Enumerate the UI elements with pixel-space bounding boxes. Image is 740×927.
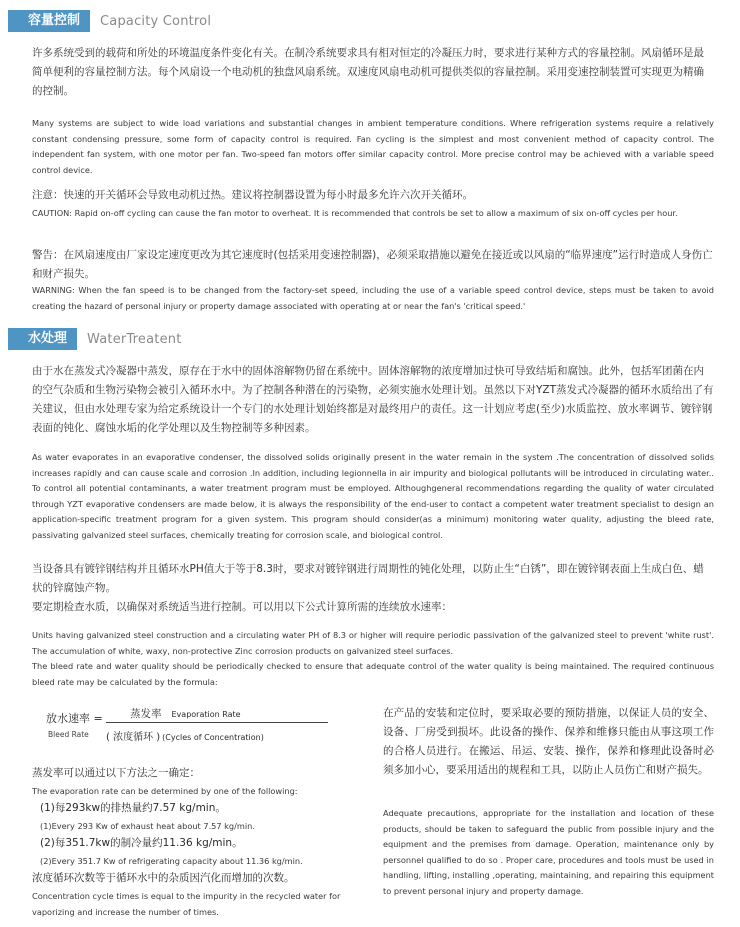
capacity-intro-en: Many systems are subject to wide load variations and substantial changes in ambient temperature conditions. Where refrigeration systems require a relatively constant condensing pressure, some form of capacity control is required. Fan cycling is the simplest and most convenient method of capacity control. The independent fan system, with one motor per fan. Two-speed fan motors offer similar capacity control. More precise control may be achieved with a variable speed control device.: [32, 118, 714, 175]
evap-item-1-zh: (1)每293kw的排热量约7.57 kg/min。: [40, 802, 226, 814]
galv-zh-2: 要定期检查水质，以确保对系统适当进行控制。可以用以下公式计算所需的连续放水速率：: [32, 601, 452, 613]
installation-column-en: [383, 806, 714, 899]
caution-zh: 注意：快速的开关循环会导致电动机过热。建议将控制器设置为每小时最多允许六次开关循环。: [32, 189, 473, 201]
galv-en-2: The bleed rate and water quality should be periodically checked to ensure that adequate control of the water quality is being maintained. The required continuous bleed rate may be calculated by the formula:: [32, 661, 714, 687]
capacity-title-en: Capacity Control: [100, 13, 212, 29]
evap-head-en: The evaporation rate can be determined by one of the following:: [32, 786, 298, 796]
formula-lhs-en: Bleed Rate: [48, 730, 89, 739]
fraction-bar: [106, 722, 328, 723]
water-title-en: WaterTreatent: [87, 331, 182, 347]
formula-denominator: [106, 728, 264, 743]
evap-item-1-en: (1)Every 293 Kw of exhaust heat about 7.57 kg/min.: [40, 821, 255, 831]
bleed-rate-formula: [46, 706, 346, 752]
evap-item-2-en: (2)Every 351.7 Kw of refrigerating capacity about 11.36 kg/min.: [40, 856, 303, 866]
galv-zh: 当设备具有镀锌钢结构并且循环水PH值大于等于8.3时，要求对镀锌钢进行周期性的钝化处理，以防止生“白锈”，即在镀锌钢表面上生成白色、蜡状的锌腐蚀产物。: [32, 563, 704, 594]
formula-den-en: (Cycles of Concentration): [162, 733, 264, 742]
cycle-en: Concentration cycle times is equal to the impurity in the recycled water for vaporizing and increase the number of times.: [32, 891, 341, 917]
install-en: Adequate precautions, appropriate for the installation and location of these products, should be taken to safeguard the public from possible injury and the equipment and the premises from damage. Operation, maintenance only by personnel qualified to do so . Proper care, procedures and tools must be used in handling, lifting, installing ,operating, maintaining, and repairing this equipment to prevent personal injury and property damage.: [383, 808, 714, 896]
water-header: [8, 328, 182, 350]
warning-en: WARNING: When the fan speed is to be changed from the factory-set speed, including the use of a variable speed control device, steps must be taken to avoid creating the hazard of personal injury or property damage associated with operating at or near the fan's 'critical speed.': [32, 285, 714, 311]
install-zh: 在产品的安装和定位时，要采取必要的预防措施，以保证人员的安全、设备、厂房受到损坏。此设备的操作、保养和维修只能由从事这项工作的合格人员进行。在搬运、吊运、安装、操作，保养和修理此设备时必须多加小心，要采用适出的规程和工具，以防止人员伤亡和财产损失。: [383, 707, 714, 776]
formula-lhs-zh: 放水速率 =: [46, 712, 103, 725]
formula-den-zh: ( 浓度循环 ): [106, 732, 161, 743]
galv-en: Units having galvanized steel construction and a circulating water PH of 8.3 or higher will require periodic passivation of the galvanized steel to prevent 'white rust'. The accumulation of white, waxy, non-protective Zinc corrosion products on galvanized steel surfaces.: [32, 630, 714, 656]
capacity-title-zh: 容量控制: [8, 10, 90, 32]
warning-zh: 警告：在风扇速度由厂家设定速度更改为其它速度时(包括采用变速控制器)，必须采取措施以避免在接近或以风扇的“临界速度”运行时造成人身伤亡和财产损失。: [32, 249, 713, 280]
formula-numerator: [130, 706, 241, 721]
evap-item-2-zh: (2)每351.7kw的制冷量约11.36 kg/min。: [40, 837, 243, 849]
water-intro-en: As water evaporates in an evaporative condenser, the dissolved solids originally present in the water remain in the system .The concentration of dissolved solids increases rapidly and can cause scale and corrosion .In addition, including legionnella in air impurity and biological pollutants will be introduced in circulating water.. To control all potential contaminants, a water treatment program must be employed. Althoughgeneral recommendations regarding the quality of water circulated through YZT evaporative condensers are made below, it is always the responsibility of the end-user to contact a competent water treatment specialist to design an application-specific treatment program for a given system. This program should consider(as a minimum) monitoring water quality, adjusting the bleed rate, passivating galvanized steel surfaces, chemically treating for corrosion scale, and biological control.: [32, 452, 714, 540]
capacity-intro-zh: 许多系统受到的载荷和所处的环境温度条件变化有关。在制冷系统要求具有相对恒定的冷凝压力时，要求进行某种方式的容量控制。风扇循环是最简单便利的容量控制方法。每个风扇设一个电动机的独盘风扇系统。双速度风扇电动机可提供类似的容量控制。采用变速控制装置可实现更为精确的控制。: [32, 47, 704, 97]
water-intro-zh: 由于水在蒸发式冷凝器中蒸发，原存在于水中的固体溶解物仍留在系统中。固体溶解物的浓度增加过快可导致结垢和腐蚀。此外，包括军团菌在内的空气杂质和生物污染物会被引入循环水中。为了控制各种潜在的污染物，必须实施水处理计划。虽然以下对YZT蒸发式冷凝器的循环水质给出了有关建议，但由水处理专家为给定系统设计一个专门的水处理计划始终都是对最终用户的责任。这一计划应考虑(至少)水质监控、放水率调节、镀锌钢表面的钝化、腐蚀水垢的化学处理以及生物控制等多种因素。: [32, 365, 714, 434]
evaporation-column: [32, 764, 372, 920]
formula-num-en: Evaporation Rate: [171, 710, 241, 719]
capacity-header: [8, 10, 211, 32]
evap-head-zh: 蒸发率可以通过以下方法之一确定：: [32, 767, 200, 779]
installation-column: [383, 704, 714, 780]
cycle-zh: 浓度循环次数等于循环水中的杂质因汽化而增加的次数。: [32, 872, 295, 884]
caution-en: CAUTION: Rapid on-off cycling can cause the fan motor to overheat. It is recommended that controls be set to allow a maximum of six on-off cycles per hour.: [32, 208, 678, 218]
formula-num-zh: 蒸发率: [130, 708, 162, 720]
water-title-zh: 水处理: [8, 328, 77, 350]
